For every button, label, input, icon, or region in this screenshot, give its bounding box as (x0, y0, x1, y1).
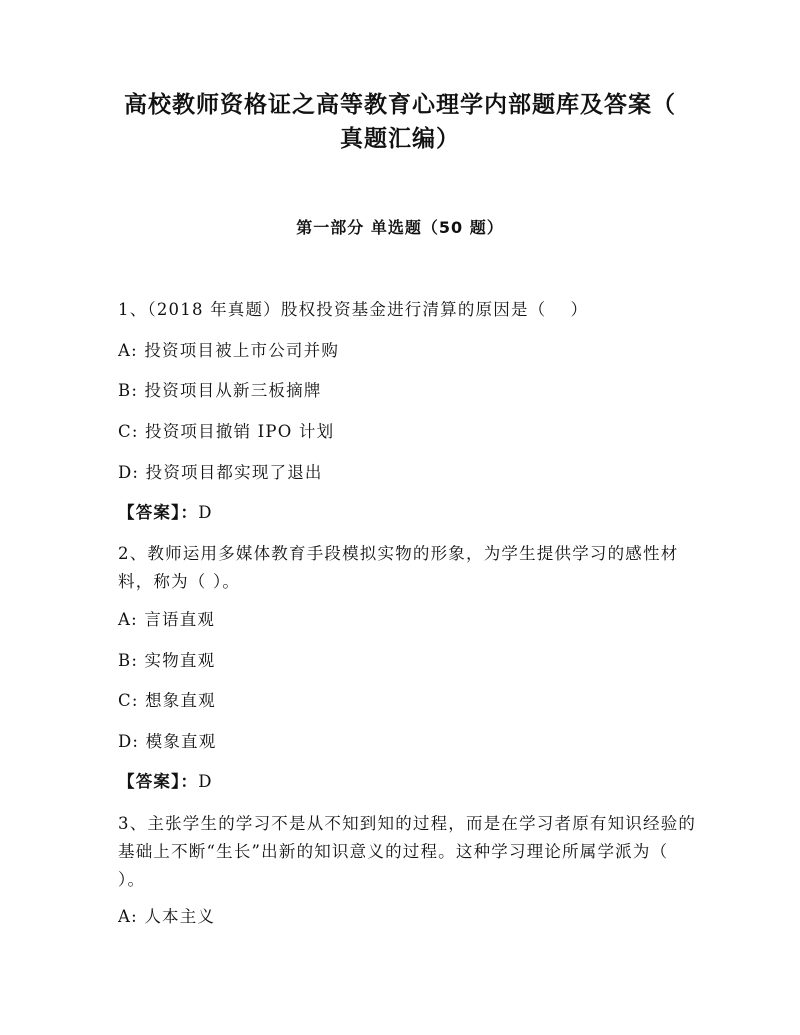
question-1-option-a: A: 投资项目被上市公司并购 (118, 341, 340, 360)
answer-value: D (198, 772, 213, 791)
section-heading: 第一部分 单选题（50 题） (296, 218, 504, 237)
question-2-option-c: C: 想象直观 (118, 691, 216, 710)
question-1-option-d: D: 投资项目都实现了退出 (118, 463, 323, 482)
question-2-stem: 2、教师运用多媒体教育手段模拟实物的形象，为学生提供学习的感性材料，称为（ ）。 (118, 544, 679, 591)
question-1-answer (118, 500, 698, 526)
answer-value: D (198, 503, 213, 522)
question-2-option-a: A: 言语直观 (118, 610, 216, 629)
question-2-answer (118, 769, 698, 795)
question-1-option-b: B: 投资项目从新三板摘牌 (118, 381, 322, 400)
question-3-stem: 3、主张学生的学习不是从不知到知的过程，而是在学习者原有知识经验的基础上不断“生长”出新的知识意义的过程。这种学习理论所属学派为（ ）。 (118, 814, 697, 889)
question-1-option-c: C: 投资项目撤销 IPO 计划 (118, 422, 335, 441)
question-3-option-a: A: 人本主义 (118, 907, 216, 926)
question-1-stem: 1、（2018 年真题）股权投资基金进行清算的原因是（ ） (118, 300, 589, 319)
document-title (110, 88, 690, 156)
title-line-1: 高校教师资格证之高等教育心理学内部题库及答案（ (124, 92, 676, 118)
question-2-option-d: D: 模象直观 (118, 732, 217, 751)
title-line-2: 真题汇编） (340, 126, 460, 152)
answer-label: 【答案】： (118, 772, 199, 791)
answer-label: 【答案】： (118, 503, 199, 522)
question-2-option-b: B: 实物直观 (118, 651, 216, 670)
